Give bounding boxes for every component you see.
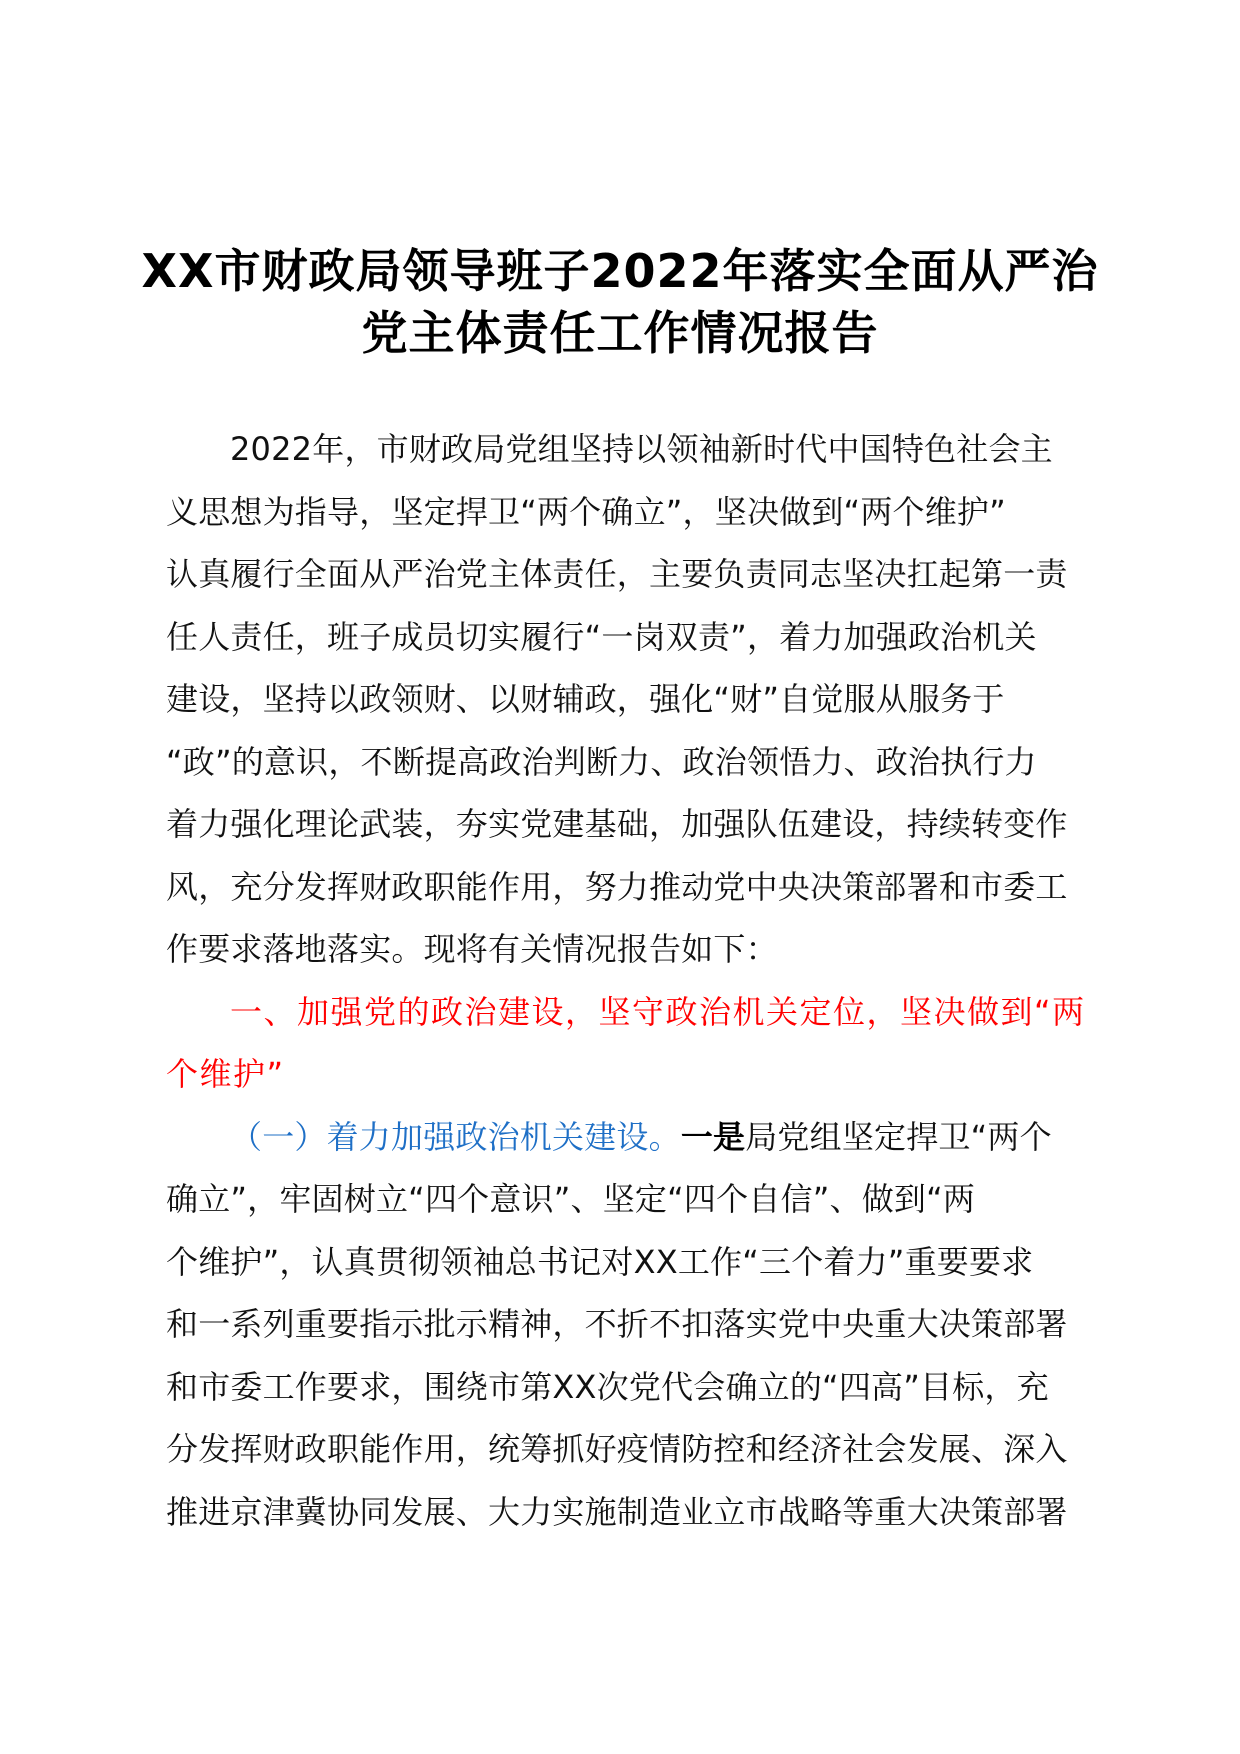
paragraph-line: 作要求落地落实。现将有关情况报告如下： [166,930,778,968]
subsection-first-line [166,1106,1110,1169]
document-body [166,418,1110,1543]
paragraph-line: 任人责任，班子成员切实履行“一岗双责”，着力加强政治机关 [166,617,1037,656]
paragraph-line: 和市委工作要求，围绕市第XX次党代会确立的“四高”目标，充 [166,1367,1049,1406]
subsection-paragraph [166,1106,1110,1544]
paragraph-line: “政”的意识，不断提高政治判断力、政治领悟力、政治执行力 [166,742,1037,781]
paragraph-line: 和一系列重要指示批示精神，不折不扣落实党中央重大决策部署 [166,1305,1068,1343]
bold-lead: 一是 [680,1117,746,1156]
paragraph-line: 认真履行全面从严治党主体责任，主要负责同志坚决扛起第一责 [166,555,1068,593]
intro-paragraph [166,418,1110,981]
section-heading-line: 个维护” [166,1055,285,1093]
paragraph-line: 推进京津冀协同发展、大力实施制造业立市战略等重大决策部署 [166,1492,1068,1531]
subsection-heading: （一）着力加强政治机关建设。 [230,1117,681,1156]
title-line: 党主体责任工作情况报告 [361,306,879,360]
section-heading-line: 一、加强党的政治建设，坚守政治机关定位，坚决做到“两 [230,992,1086,1031]
paragraph-line: 着力强化理论武装，夯实党建基础，加强队伍建设，持续转变作 [166,805,1068,843]
paragraph-line: 分发挥财政职能作用，统筹抓好疫情防控和经济社会发展、深入 [166,1430,1068,1468]
title-line: XX市财政局领导班子2022年落实全面从严治 [141,244,1099,298]
paragraph-line: 个维护”，认真贯彻领袖总书记对XX工作“三个着力”重要要求 [166,1242,1034,1281]
paragraph-text: 局党组坚定捍卫“两个 [745,1117,1052,1156]
paragraph-line: 建设，坚持以政领财、以财辅政，强化“财”自觉服从服务于 [166,680,1005,718]
paragraph-line: 义思想为指导，坚定捍卫“两个确立”，坚决做到“两个维护” [166,492,1006,531]
section-heading [166,981,1110,1106]
paragraph-line: 确立”，牢固树立“四个意识”、坚定“四个自信”、做到“两 [166,1180,976,1218]
page-title [140,240,1100,364]
paragraph-line: 风，充分发挥财政职能作用，努力推动党中央决策部署和市委工 [166,867,1068,906]
paragraph-line: 2022年，市财政局党组坚持以领袖新时代中国特色社会主 [230,430,1053,468]
